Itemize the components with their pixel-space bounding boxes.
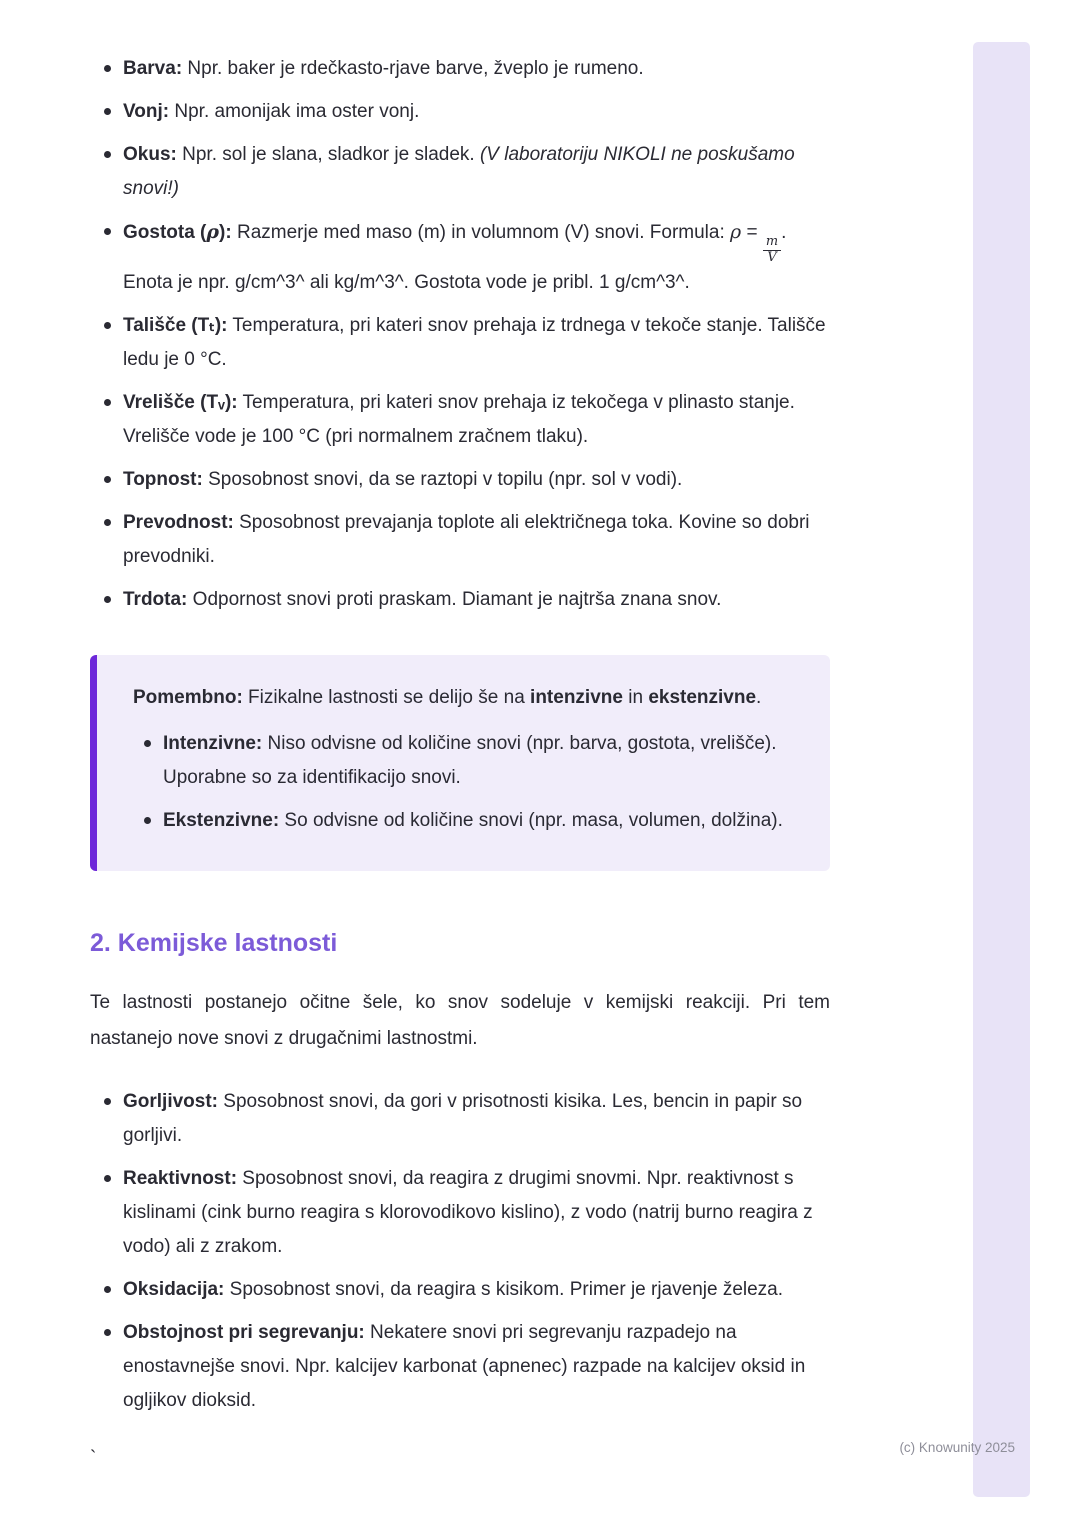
- term-text: Sposobnost snovi, da reagira s kisikom. Primer je rjavenje železa.: [224, 1278, 784, 1300]
- important-callout: [90, 655, 830, 871]
- callout-text: .: [756, 686, 762, 708]
- term-label: Prevodnost:: [123, 511, 234, 533]
- callout-text: Fizikalne lastnosti se delijo še na: [242, 686, 531, 708]
- scrollbar-track[interactable]: [973, 42, 1030, 1497]
- rho-symbol: ρ: [206, 221, 220, 243]
- list-item-trdota: [123, 583, 830, 617]
- list-item-barva: [123, 52, 830, 86]
- term-label: Okus:: [123, 144, 177, 165]
- term-label: Vrelišče (Tᵥ):: [123, 391, 238, 413]
- list-item-obstojnost: [123, 1316, 830, 1418]
- term-text: Temperatura, pri kateri snov prehaja iz tekočega v plinasto stanje. Vrelišče vode je 100 °C (pri normalnem zračnem tlaku).: [123, 391, 795, 447]
- callout-intro: [133, 681, 800, 715]
- term-text: Npr. sol je slana, sladkor je sladek.: [176, 144, 480, 165]
- term-text: Npr. baker je rdečkasto-rjave barve, žveplo je rumeno.: [182, 58, 644, 79]
- list-item-oksidacija: [123, 1273, 830, 1307]
- formula-rho: ρ: [730, 221, 742, 243]
- term-text: Niso odvisne od količine snovi (npr. barva, gostota, vrelišče). Uporabne so za identifikacijo snovi.: [163, 732, 777, 788]
- formula-equals: =: [741, 222, 763, 243]
- chemical-properties-list: [90, 1085, 830, 1418]
- term-label: Ekstenzivne:: [163, 809, 280, 831]
- document-content: [90, 52, 830, 1476]
- term-text: Sposobnost snovi, da se raztopi v topilu (npr. sol v vodi).: [202, 468, 683, 490]
- list-item-gorljivost: [123, 1085, 830, 1153]
- callout-bold-intenzivne: intenzivne: [530, 686, 623, 708]
- term-text: Sposobnost snovi, da gori v prisotnosti kisika. Les, bencin in papir so gorljivi.: [123, 1090, 803, 1146]
- term-text-tail: . Enota je npr. g/cm^3^ ali kg/m^3^. Gostota vode je pribl. 1 g/cm^3^.: [123, 222, 787, 293]
- term-label: Oksidacija:: [123, 1278, 225, 1300]
- term-label: Tališče (Tₜ):: [123, 314, 228, 336]
- term-text: Npr. amonijak ima oster vonj.: [169, 101, 420, 122]
- fraction-numerator: m: [763, 235, 781, 251]
- callout-bold-ekstenzivne: ekstenzivne: [648, 686, 757, 708]
- term-text: Sposobnost snovi, da reagira z drugimi snovmi. Npr. reaktivnost s kislinami (cink burno reagira s klorovodikovo kislino), z vodo (natrij burno reagira z vodo) ali z zrakom.: [123, 1167, 813, 1257]
- term-text: So odvisne od količine snovi (npr. masa, volumen, dolžina).: [279, 809, 783, 831]
- list-item-vonj: [123, 95, 830, 129]
- list-item-okus: [123, 138, 830, 206]
- term-text: Sposobnost prevajanja toplote ali električnega toka. Kovine so dobri prevodniki.: [123, 511, 810, 567]
- list-item-talisce: [123, 309, 830, 377]
- list-item-topnost: [123, 463, 830, 497]
- stray-backtick: `: [90, 1447, 97, 1469]
- term-emphasis: (V laboratoriju NIKOLI ne poskušamo snovi!): [123, 144, 795, 199]
- callout-label: Pomembno:: [133, 686, 243, 708]
- term-label: Reaktivnost:: [123, 1167, 238, 1189]
- term-label: Trdota:: [123, 588, 188, 610]
- term-label: Vonj:: [123, 101, 170, 122]
- term-text: Nekatere snovi pri segrevanju razpadejo na enostavnejše snovi. Npr. kalcijev karbonat (apnenec) razpade na kalcijev oksid in ogljikov dioksid.: [123, 1321, 806, 1411]
- term-label-post: ):: [219, 222, 232, 243]
- fraction-m-over-v: [763, 235, 781, 266]
- term-label: Topnost:: [123, 468, 203, 490]
- physical-properties-list: [90, 52, 830, 617]
- callout-list: [133, 727, 800, 838]
- copyright-footer: (c) Knowunity 2025: [899, 1440, 1015, 1455]
- term-label: Gorljivost:: [123, 1090, 219, 1112]
- term-label-pre: Gostota (: [123, 222, 207, 243]
- list-item-gostota: [123, 215, 830, 300]
- term-text: Razmerje med maso (m) in volumnom (V) snovi. Formula:: [231, 222, 731, 243]
- callout-text: in: [622, 686, 649, 708]
- term-text: Odpornost snovi proti praskam. Diamant je najtrša znana snov.: [187, 588, 722, 610]
- term-label: Intenzivne:: [163, 732, 263, 754]
- term-label: Obstojnost pri segrevanju:: [123, 1321, 365, 1343]
- section-intro-paragraph: Te lastnosti postanejo očitne šele, ko snov sodeluje v kemijski reakciji. Pri tem nastanejo nove snovi z drugačnimi lastnostmi.: [90, 991, 830, 1049]
- list-item-ekstenzivne: [163, 804, 800, 838]
- term-label: Barva:: [123, 58, 183, 79]
- term-text: Temperatura, pri kateri snov prehaja iz trdnega v tekoče stanje. Tališče ledu je 0 °C.: [123, 314, 826, 370]
- list-item-vrelisce: [123, 386, 830, 454]
- list-item-reaktivnost: [123, 1162, 830, 1264]
- fraction-denominator: V: [767, 249, 777, 265]
- section-heading-kemijske-lastnosti: 2. Kemijske lastnosti: [90, 928, 338, 957]
- list-item-prevodnost: [123, 506, 830, 574]
- list-item-intenzivne: [163, 727, 800, 795]
- term-label: [123, 222, 232, 243]
